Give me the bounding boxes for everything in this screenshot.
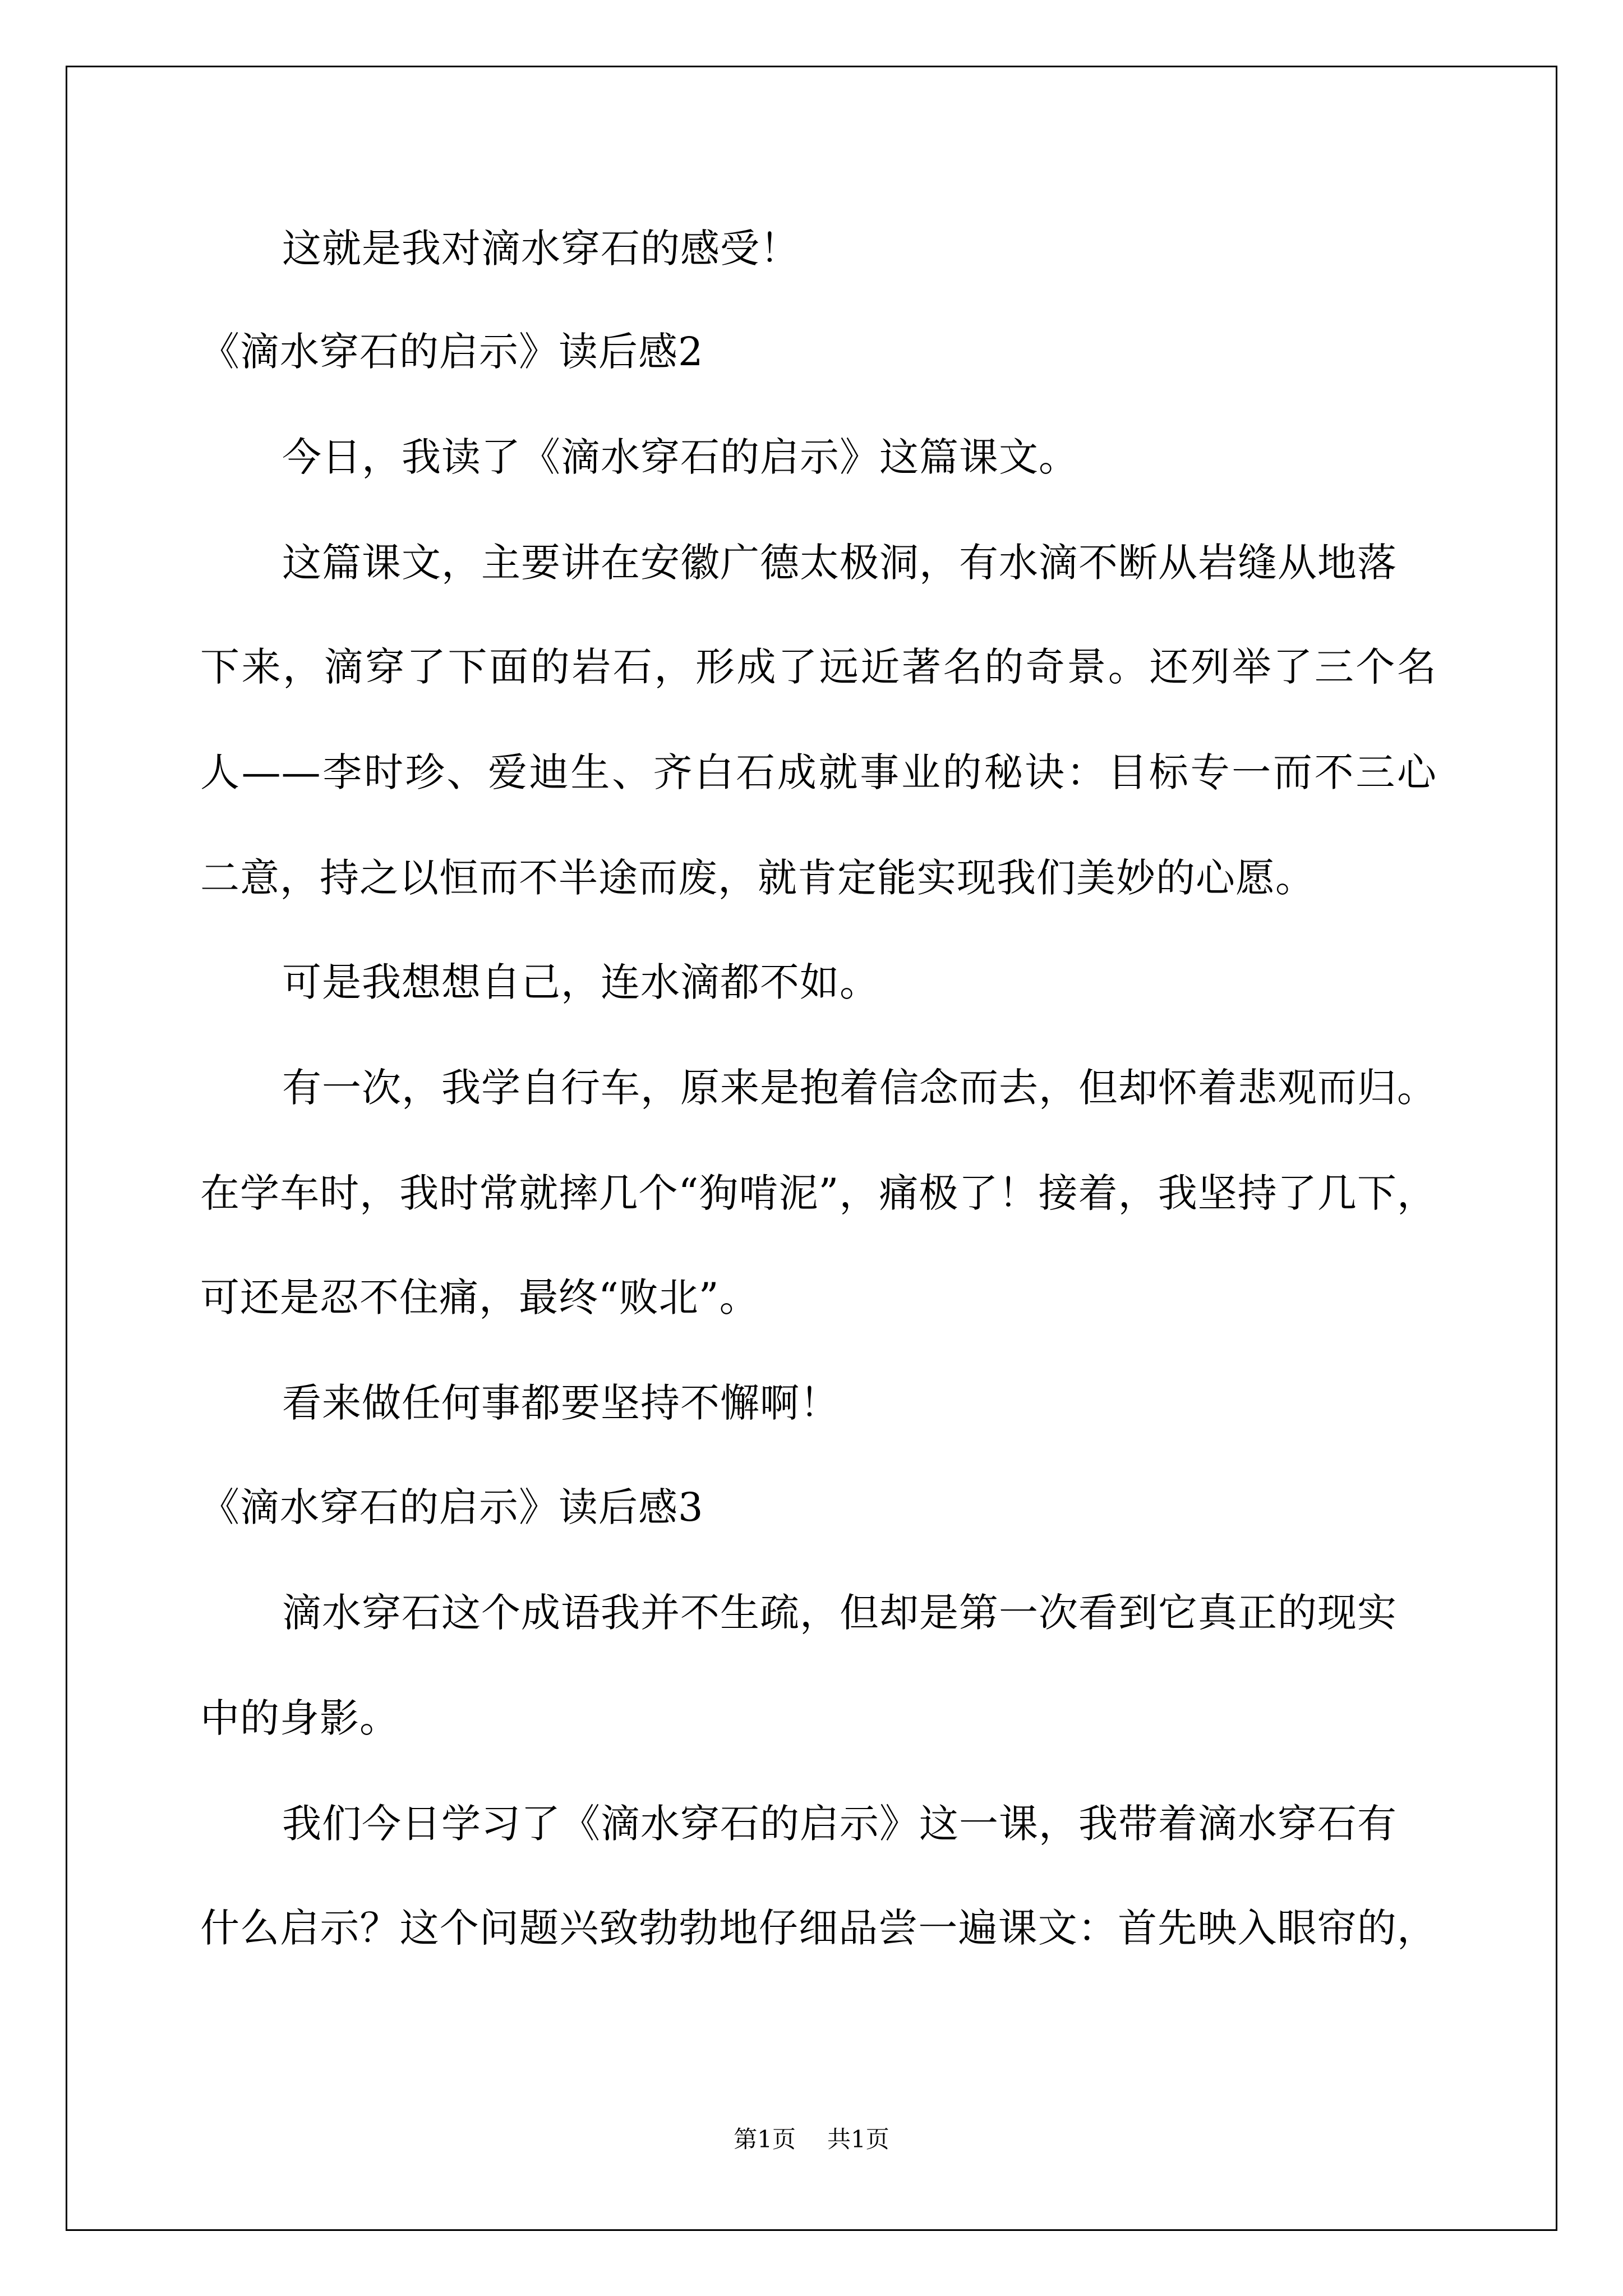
paragraph-line: 这篇课文，主要讲在安徽广德太极洞，有水滴不断从岩缝从地落	[282, 540, 1397, 586]
paragraph-line: 我们今日学习了《滴水穿石的启示》这一课，我带着滴水穿石有	[282, 1801, 1397, 1847]
page-total: 共1页	[827, 2125, 889, 2153]
paragraph-line: 二意，持之以恒而不半途而废，就肯定能实现我们美妙的心愿。	[200, 855, 1315, 901]
paragraph-line: 可是我想想自己，连水滴都不如。	[282, 959, 879, 1005]
paragraph-line: 人——李时珍、爱迪生、齐白石成就事业的秘诀：目标专一而不三心	[200, 749, 1437, 795]
paragraph-line: 这就是我对滴水穿石的感受！	[282, 226, 800, 272]
page-footer	[0, 2124, 1623, 2155]
paragraph-line: 下来，滴穿了下面的岩石，形成了远近著名的奇景。还列举了三个名	[200, 644, 1437, 690]
paragraph-line: 今日，我读了《滴水穿石的启示》这篇课文。	[282, 434, 1078, 480]
section-heading: 《滴水穿石的启示》读后感3	[200, 1484, 704, 1530]
paragraph-line: 在学车时，我时常就摔几个“狗啃泥”，痛极了！接着，我坚持了几下，	[200, 1170, 1437, 1216]
paragraph-line: 什么启示？这个问题兴致勃勃地仔细品尝一遍课文：首先映入眼帘的，	[200, 1905, 1437, 1951]
paragraph-line: 滴水穿石这个成语我并不生疏，但却是第一次看到它真正的现实	[282, 1590, 1397, 1636]
paragraph-line: 可还是忍不住痛，最终“败北”。	[200, 1274, 759, 1320]
section-heading: 《滴水穿石的启示》读后感2	[200, 329, 704, 375]
paragraph-line: 有一次，我学自行车，原来是抱着信念而去，但却怀着悲观而归。	[282, 1065, 1437, 1111]
paragraph-line: 看来做任何事都要坚持不懈啊！	[282, 1380, 840, 1426]
paragraph-line: 中的身影。	[200, 1695, 399, 1741]
page-number: 第1页	[734, 2125, 796, 2153]
